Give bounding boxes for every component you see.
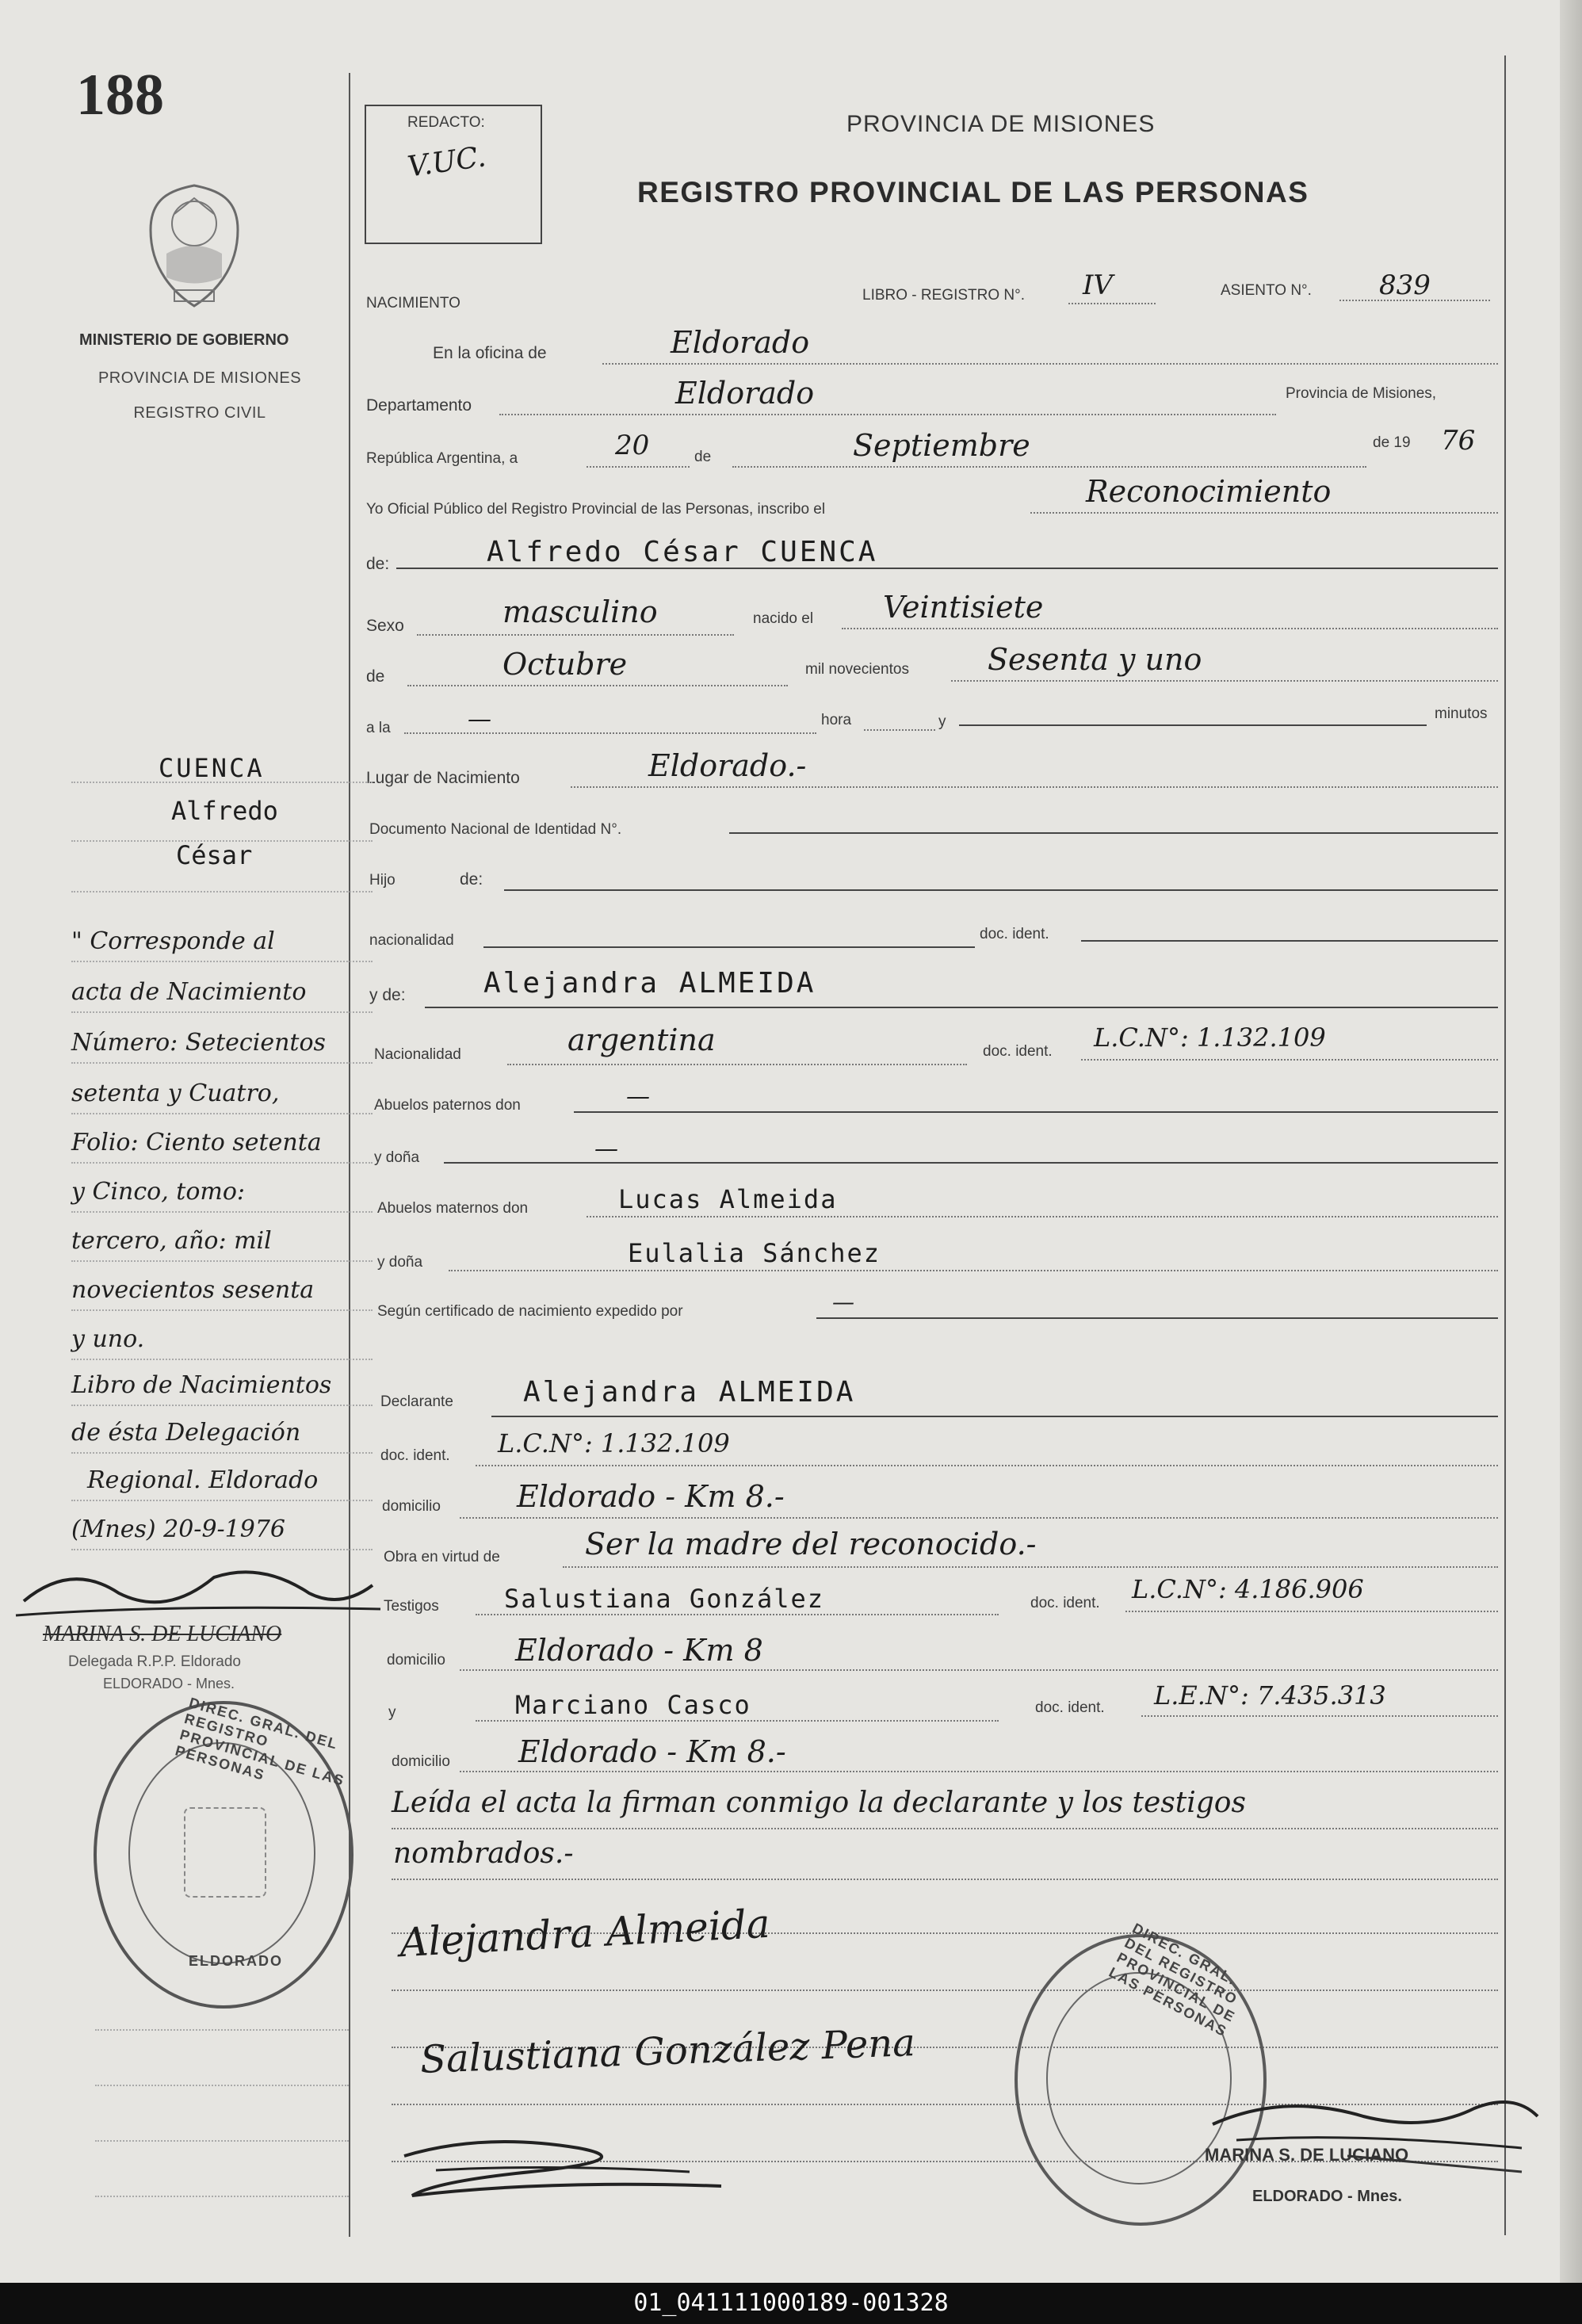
doc-ident-declarante-label: doc. ident. [380, 1447, 450, 1464]
registry-seal-margin [94, 1694, 353, 2009]
testigo1-value: Salustiana González [504, 1584, 825, 1614]
seal-bottom-text: DIREC. GRAL. DEL REGISTRO PROVINCIAL DE LAS PERSONAS [1106, 1920, 1241, 2040]
doc-ident-padre-label: doc. ident. [980, 926, 1049, 942]
de-label: de [694, 449, 712, 465]
mes-line [732, 466, 1366, 468]
domicilio3-value: Eldorado - Km 8.- [518, 1734, 786, 1769]
page-edge-shadow [1560, 0, 1582, 2283]
abuelos-paternos-value: — [626, 1083, 650, 1110]
nacido-line [842, 628, 1498, 629]
abuelos-paternos-line [574, 1111, 1498, 1113]
departamento-line [499, 414, 1276, 415]
sexo-label: Sexo [366, 617, 404, 635]
folio-number: 188 [76, 63, 164, 128]
dni-line [729, 832, 1498, 834]
nacido-value: Veintisiete [883, 590, 1044, 625]
margin-note-line-11: de ésta Delegación [71, 1419, 301, 1447]
testigo2-value: Marciano Casco [515, 1690, 751, 1720]
province-heading: PROVINCIA DE MISIONES [846, 111, 1156, 137]
mes-value: Septiembre [853, 428, 1030, 463]
provincia-label: PROVINCIA DE MISIONES [97, 369, 302, 387]
nombre-value: Alfredo César CUENCA [487, 536, 878, 568]
margin-note-line-8: novecientos sesenta [71, 1276, 315, 1304]
dia-line [587, 466, 690, 468]
inscribo-line [1030, 512, 1498, 514]
certificado-line [816, 1317, 1498, 1319]
mil-novecientos-label: mil novecientos [805, 661, 909, 678]
signature-alejandra: Alejandra Almeida [398, 1900, 771, 1967]
official-name-bottom: MARINA S. DE LUCIANO [1205, 2145, 1409, 2165]
domicilio2-label: domicilio [387, 1652, 445, 1668]
margin-note-line-9: y uno. [71, 1325, 145, 1353]
testigo1-doc-value: L.C.N°: 4.186.906 [1132, 1574, 1364, 1604]
margin-ruled-line [71, 1260, 373, 1262]
nacionalidad-line [483, 946, 975, 948]
testigos-label: Testigos [384, 1598, 439, 1615]
cierre-line-2: nombrados.- [393, 1837, 574, 1870]
domicilio-line [460, 1517, 1498, 1519]
signature-salustiana: Salustiana González Pena [419, 2020, 916, 2082]
declarante-label: Declarante [380, 1393, 453, 1410]
doc-declarante-line [476, 1465, 1498, 1466]
dni-label: Documento Nacional de Identidad N°. [369, 821, 622, 838]
departamento-value: Eldorado [675, 376, 815, 411]
doc-madre-line [1081, 1059, 1498, 1061]
minutos-label: minutos [1435, 705, 1488, 722]
oficina-value: Eldorado [671, 325, 810, 360]
abuela-materna-value: Eulalia Sánchez [628, 1238, 881, 1268]
a-la-line [404, 732, 816, 734]
sexo-value: masculino [502, 594, 658, 629]
madre-value: Alejandra ALMEIDA [483, 967, 816, 1000]
margin-ruled-line [71, 1359, 373, 1360]
margin-ruled-line [71, 1113, 373, 1114]
y-dona-value: — [594, 1135, 618, 1163]
lugar-label: Lugar de Nacimiento [366, 769, 520, 787]
margin-ruled-line [71, 1062, 373, 1064]
lugar-value: Eldorado.- [648, 748, 807, 783]
margin-name-1: Alfredo [171, 796, 278, 826]
margin-stamp-place: ELDORADO - Mnes. [103, 1676, 235, 1691]
margin-ruled-line [71, 840, 373, 842]
testigo2-doc-value: L.E.N°: 7.435.313 [1154, 1680, 1386, 1711]
domicilio2-line [460, 1669, 1498, 1671]
a-la-value: — [468, 705, 491, 733]
sexo-line [417, 634, 734, 636]
margin-ruled-line [71, 1405, 373, 1406]
nacionalidad-madre-line [507, 1064, 967, 1065]
asiento-label: ASIENTO N°. [1221, 282, 1312, 299]
hora-label: hora [821, 712, 852, 728]
margin-note-line-13: (Mnes) 20-9-1976 [71, 1516, 286, 1543]
signature-line-2 [392, 1990, 1498, 1991]
inscribo-label: Yo Oficial Público del Registro Provincial de las Personas, inscribo el [366, 501, 826, 518]
testigo2-doc-line [1141, 1715, 1498, 1717]
redacto-initials: V.UC. [405, 140, 488, 184]
nacimiento-label: NACIMIENTO [366, 295, 460, 312]
seal-emblem [184, 1807, 266, 1898]
padre-line [504, 889, 1498, 891]
margin-ruled-line [95, 2140, 349, 2142]
margin-ruled-line [95, 2196, 349, 2197]
y-de-label: y de: [369, 986, 406, 1004]
redacto-label: REDACTO: [407, 114, 485, 131]
nacionalidad-label: nacionalidad [369, 932, 454, 949]
doc-ident-testigo2-label: doc. ident. [1035, 1699, 1105, 1716]
margin-ruled-line [71, 891, 373, 893]
a-la-label: a la [366, 720, 391, 736]
domicilio3-line [460, 1771, 1498, 1772]
margin-ruled-line [71, 1162, 373, 1164]
margin-ruled-line [71, 961, 373, 962]
seal-margin-city: ELDORADO [189, 1953, 283, 1969]
abuelos-maternos-value: Lucas Almeida [618, 1184, 838, 1214]
margin-ruled-line [71, 1309, 373, 1311]
form-border-right [1504, 55, 1506, 2235]
dia-value: 20 [615, 430, 650, 461]
margin-ruled-line [71, 1549, 373, 1550]
hijo-label: Hijo [369, 872, 396, 889]
ministerio-label: MINISTERIO DE GOBIERNO [79, 331, 289, 349]
margin-ruled-line [71, 1211, 373, 1213]
obra-line [563, 1566, 1498, 1568]
certificado-label: Según certificado de nacimiento expedido por [377, 1303, 683, 1320]
doc-ident-padre-line [1081, 940, 1498, 942]
hijo-de-label: de: [460, 870, 483, 889]
margin-note-line-2: acta de Nacimiento [71, 978, 307, 1006]
y-dona-materna-label: y doña [377, 1254, 423, 1271]
de-persona-label: de: [366, 555, 390, 573]
margin-divider-left [349, 73, 350, 2237]
domicilio-label: domicilio [382, 1498, 441, 1515]
official-place-bottom: ELDORADO - Mnes. [1252, 2188, 1402, 2205]
redacto-box [365, 105, 542, 244]
margin-ruled-line [71, 1452, 373, 1454]
abuelos-paternos-label: Abuelos paternos don [374, 1097, 521, 1114]
coat-of-arms-emblem [143, 182, 246, 309]
nacionalidad-madre-value: argentina [567, 1022, 716, 1057]
anio-prefix: de 19 [1373, 434, 1411, 451]
cierre-ruled-line-2 [392, 1879, 1498, 1880]
anio-nacimiento-line [951, 680, 1498, 682]
margin-ruled-line [71, 1500, 373, 1501]
domicilio-value: Eldorado - Km 8.- [517, 1479, 785, 1514]
margin-ruled-line [95, 2029, 349, 2031]
abuelos-maternos-label: Abuelos maternos don [377, 1200, 529, 1217]
doc-ident-madre-label: doc. ident. [983, 1043, 1053, 1060]
inscribo-value: Reconocimiento [1086, 474, 1332, 509]
testigo2-line [476, 1720, 999, 1722]
seal-margin-text: DIREC. GRAL. DEL REGISTRO PROVINCIAL DE LAS PERSONAS [173, 1694, 347, 1789]
y-dona-line [444, 1162, 1498, 1164]
nombre-line [396, 568, 1498, 569]
hora-line [864, 729, 935, 731]
republica-label: República Argentina, a [366, 450, 518, 467]
doc-madre-value: L.C.N°: 1.132.109 [1094, 1022, 1326, 1053]
oficina-line [602, 363, 1498, 365]
mes-nacimiento-line [407, 685, 788, 686]
certificado-value: — [832, 1289, 854, 1315]
signature-official-scribble [388, 2124, 753, 2215]
oficina-label: En la oficina de [433, 344, 547, 362]
asiento-value: 839 [1379, 269, 1431, 301]
anio-value: 76 [1441, 425, 1476, 457]
y-label: y [938, 713, 946, 730]
margin-note-line-10: Libro de Nacimientos [71, 1371, 332, 1399]
doc-ident-testigo1-label: doc. ident. [1030, 1595, 1100, 1611]
margin-stamp-role: Delegada R.P.P. Eldorado [68, 1653, 241, 1670]
y-dona-label: y doña [374, 1149, 420, 1166]
y-testigo2-label: y [388, 1704, 396, 1721]
margin-stamp-name: MARINA S. DE LUCIANO [43, 1622, 282, 1646]
margin-ruled-line [95, 2085, 349, 2086]
asiento-line [1339, 300, 1490, 301]
declarante-line [491, 1416, 1498, 1417]
margin-note-line-7: tercero, año: mil [71, 1227, 272, 1255]
registry-heading: REGISTRO PROVINCIAL DE LAS PERSONAS [637, 176, 1309, 208]
libro-line [1068, 303, 1156, 304]
margin-note-line-6: y Cinco, tomo: [71, 1178, 246, 1206]
testigo1-doc-line [1125, 1611, 1498, 1612]
departamento-label: Departamento [366, 396, 472, 415]
margin-note-line-4: setenta y Cuatro, [71, 1080, 280, 1107]
obra-value: Ser la madre del reconocido.- [585, 1527, 1037, 1561]
anio-nacimiento-value: Sesenta y uno [988, 642, 1202, 677]
domicilio3-label: domicilio [392, 1753, 450, 1770]
madre-line [425, 1007, 1498, 1008]
abuela-materna-line [449, 1270, 1498, 1271]
declarante-value: Alejandra ALMEIDA [523, 1376, 856, 1409]
margin-note-line-1: " Corresponde al [71, 927, 275, 955]
margin-surname: CUENCA [159, 753, 265, 783]
domicilio2-value: Eldorado - Km 8 [515, 1633, 763, 1668]
nacido-label: nacido el [753, 610, 814, 627]
cierre-ruled-line-1 [392, 1828, 1498, 1829]
doc-declarante-value: L.C.N°: 1.132.109 [498, 1428, 730, 1458]
minutos-line [959, 724, 1427, 726]
margin-note-line-3: Número: Setecientos [71, 1029, 326, 1057]
de-mes-label: de [366, 667, 385, 686]
margin-note-line-5: Folio: Ciento setenta [71, 1129, 322, 1156]
mes-nacimiento-value: Octubre [502, 647, 628, 682]
scan-id-footer: 01_041111000189-001328 [0, 2283, 1582, 2324]
margin-name-2: César [176, 840, 253, 870]
testigo1-line [476, 1614, 999, 1615]
libro-label: LIBRO - REGISTRO N°. [862, 287, 1026, 304]
nacionalidad-madre-label: Nacionalidad [374, 1046, 461, 1063]
abuelos-maternos-line [587, 1216, 1498, 1217]
margin-ruled-line [71, 1011, 373, 1013]
libro-value: IV [1083, 269, 1113, 301]
registro-civil-label: REGISTRO CIVIL [133, 404, 266, 422]
provincia-suffix: Provincia de Misiones, [1286, 385, 1437, 402]
margin-note-line-12: Regional. Eldorado [87, 1466, 319, 1494]
cierre-line-1: Leída el acta la firman conmigo la declarante y los testigos [392, 1787, 1246, 1819]
obra-label: Obra en virtud de [384, 1549, 500, 1565]
lugar-line [571, 786, 1498, 788]
